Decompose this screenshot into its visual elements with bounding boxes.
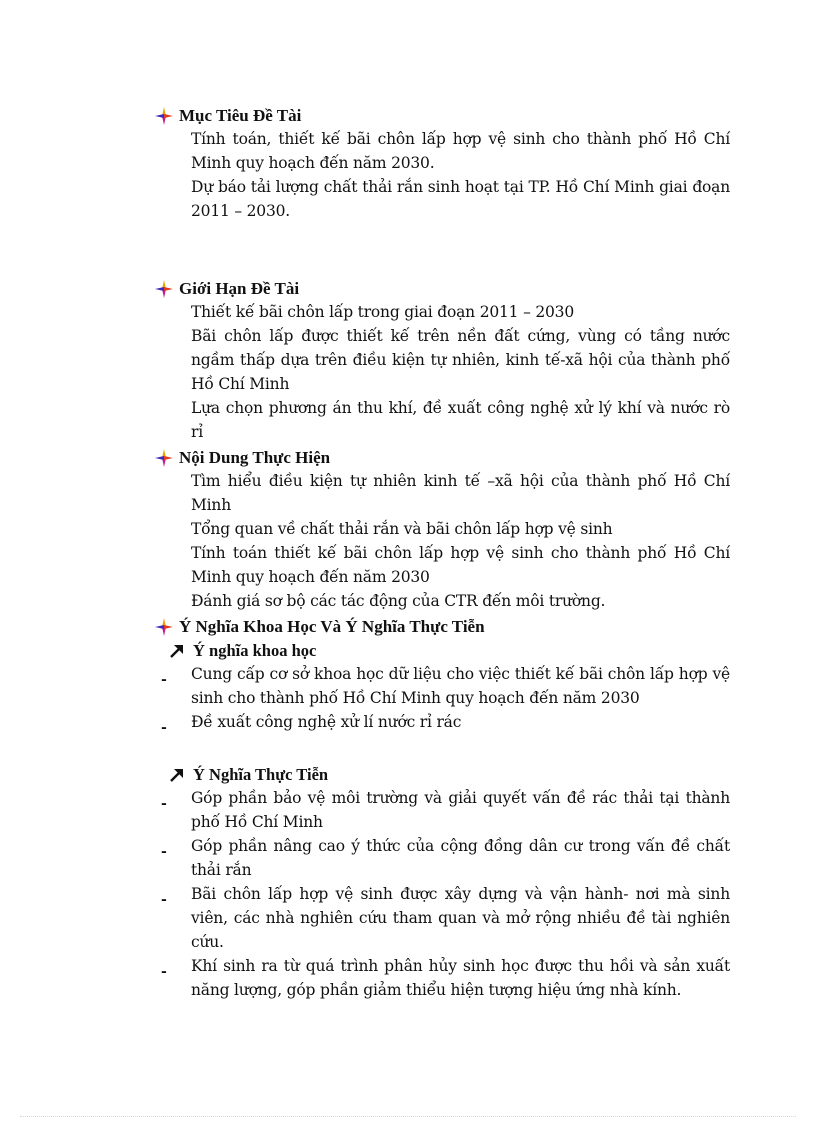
section-title: Nội Dung Thực Hiện <box>179 448 331 467</box>
paragraph: Tính toán, thiết kế bãi chôn lấp hợp vệ sinh cho thành phố Hồ Chí Minh quy hoạch đến năm 2030. <box>191 130 730 172</box>
page-bottom-divider <box>20 1116 796 1117</box>
list-item <box>155 786 730 834</box>
paragraph: Thiết kế bãi chôn lấp trong giai đoạn 2011 – 2030 <box>191 303 574 321</box>
paragraph: Dự báo tải lượng chất thải rắn sinh hoạt tại TP. Hồ Chí Minh giai đoạn 2011 – 2030. <box>191 178 730 220</box>
north-east-arrow-icon <box>169 767 185 783</box>
list-item <box>155 710 730 740</box>
paragraph: Đánh giá sơ bộ các tác động của CTR đến môi trường. <box>191 592 606 610</box>
section-heading <box>155 105 730 127</box>
star-bullet-icon <box>155 618 173 636</box>
section-gioi-han <box>155 278 730 444</box>
bullet-dash: - <box>161 796 167 812</box>
section-title: Mục Tiêu Đề Tài <box>179 106 302 125</box>
section-heading <box>155 278 730 300</box>
list-item <box>155 954 730 1002</box>
list-item-text: Đề xuất công nghệ xử lí nước rỉ rác <box>191 713 462 731</box>
north-east-arrow-icon <box>169 643 185 659</box>
list-item-text: Cung cấp cơ sở khoa học dữ liệu cho việc thiết kế bãi chôn lấp hợp vệ sinh cho thành phố Hồ Chí Minh quy hoạch đến năm 2030 <box>191 665 730 707</box>
section-heading <box>155 616 730 638</box>
subheading-title: Ý nghĩa khoa học <box>193 641 317 660</box>
paragraph: Lựa chọn phương án thu khí, đề xuất công nghệ xử lý khí và nước rò rỉ <box>191 399 730 441</box>
list-item <box>155 834 730 882</box>
star-bullet-icon <box>155 280 173 298</box>
bullet-dash: - <box>161 720 167 736</box>
bullet-dash: - <box>161 964 167 980</box>
star-bullet-icon <box>155 107 173 125</box>
list-item <box>155 882 730 954</box>
list-item-text: Bãi chôn lấp hợp vệ sinh được xây dựng và vận hành- nơi mà sinh viên, các nhà nghiên cứu tham quan và mở rộng nhiều đề tài nghiên cứu. <box>191 885 730 951</box>
section-heading <box>155 447 730 469</box>
paragraph: Tổng quan về chất thải rắn và bãi chôn lấp hợp vệ sinh <box>191 520 613 538</box>
bullet-dash: - <box>161 892 167 908</box>
section-muc-tieu <box>155 105 730 223</box>
subheading-khoa-hoc <box>169 640 730 662</box>
list-item <box>155 662 730 710</box>
paragraph: Tìm hiểu điều kiện tự nhiên kinh tế –xã hội của thành phố Hồ Chí Minh <box>191 472 730 514</box>
section-title: Ý Nghĩa Khoa Học Và Ý Nghĩa Thực Tiễn <box>179 617 485 636</box>
bullet-dash: - <box>161 844 167 860</box>
section-noi-dung <box>155 447 730 613</box>
section-title: Giới Hạn Đề Tài <box>179 279 300 298</box>
bullet-dash: - <box>161 672 167 688</box>
list-item-text: Góp phần bảo vệ môi trường và giải quyết vấn đề rác thải tại thành phố Hồ Chí Minh <box>191 789 730 831</box>
subheading-title: Ý Nghĩa Thực Tiễn <box>193 765 329 784</box>
star-bullet-icon <box>155 449 173 467</box>
paragraph: Bãi chôn lấp được thiết kế trên nền đất cứng, vùng có tầng nước ngầm thấp dựa trên điều kiện tự nhiên, kinh tế-xã hội của thành phố Hồ Chí Minh <box>191 327 730 393</box>
subheading-thuc-tien <box>169 764 730 786</box>
section-y-nghia <box>155 616 730 1002</box>
paragraph: Tính toán thiết kế bãi chôn lấp hợp vệ sinh cho thành phố Hồ Chí Minh quy hoạch đến năm 2030 <box>191 544 730 586</box>
list-item-text: Khí sinh ra từ quá trình phân hủy sinh học được thu hồi và sản xuất năng lượng, góp phần giảm thiểu hiện tượng hiệu ứng nhà kính. <box>191 957 730 999</box>
list-item-text: Góp phần nâng cao ý thức của cộng đồng dân cư trong vấn đề chất thải rắn <box>191 837 730 879</box>
